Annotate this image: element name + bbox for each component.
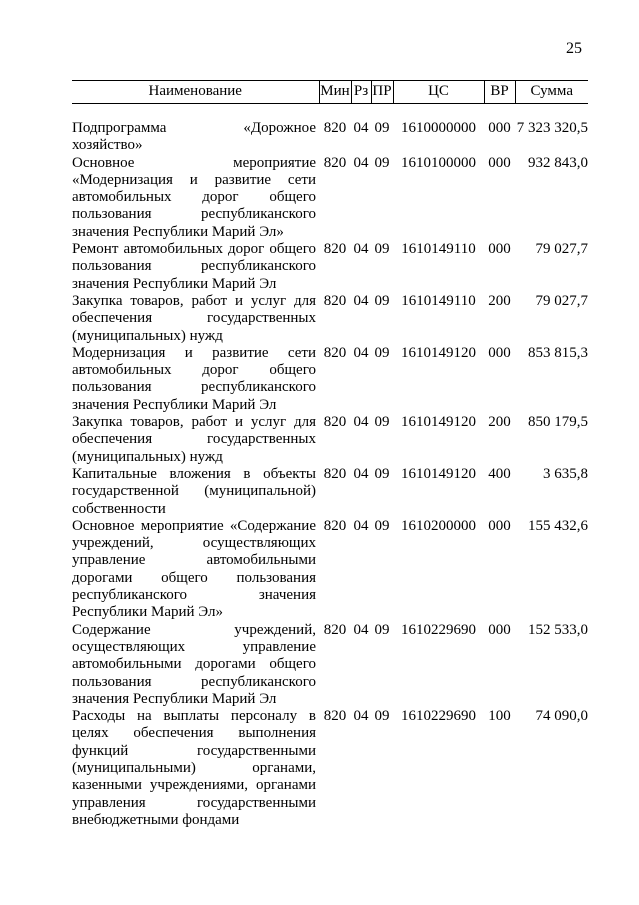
cell-cs: 1610149110 (401, 241, 476, 258)
cell-name: Капитальные вложения в объекты государственной (муниципальной) собственности (72, 465, 316, 517)
cell-rz: 04 (353, 344, 369, 361)
cell-vr: 000 (488, 120, 511, 136)
table-row (72, 293, 588, 345)
cell-cs: 1610229690 (401, 621, 476, 638)
cell-sum: 79 027,7 (535, 241, 588, 258)
cell-vr: 000 (488, 517, 511, 534)
page-number: 25 (566, 40, 582, 57)
cell-name: Подпрограмма «Дорожное хозяйство» (72, 120, 316, 154)
table-body (72, 104, 588, 830)
cell-sum: 850 179,5 (528, 414, 588, 431)
cell-sum: 853 815,3 (528, 344, 588, 361)
table-row (72, 120, 588, 155)
table-row (72, 466, 588, 518)
header-pr: ПР (371, 81, 393, 104)
cell-min: 820 (323, 465, 347, 482)
cell-pr: 09 (374, 621, 390, 638)
table-header (72, 81, 588, 104)
cell-cs: 1610229690 (401, 708, 476, 725)
cell-rz: 04 (353, 621, 369, 638)
header-rz: Рз (351, 81, 371, 104)
cell-min: 820 (323, 517, 347, 534)
table-row (72, 241, 588, 293)
header-name: Наименование (72, 81, 319, 104)
cell-pr: 09 (374, 292, 390, 309)
cell-min: 820 (323, 292, 347, 309)
budget-table (72, 80, 588, 829)
cell-name: Модернизация и развитие сети автомобильных дорог общего пользования республиканского значения Республики Марий Эл (72, 344, 316, 413)
cell-min: 820 (323, 621, 347, 638)
cell-cs: 1610100000 (401, 154, 476, 171)
cell-rz: 04 (353, 241, 369, 258)
cell-pr: 09 (374, 517, 390, 534)
table-row (72, 345, 588, 414)
cell-sum: 3 635,8 (543, 465, 588, 482)
cell-name: Закупка товаров, работ и услуг для обеспечения государственных (муниципальных) нужд (72, 414, 316, 465)
cell-vr: 100 (488, 708, 511, 725)
cell-cs: 1610149120 (401, 344, 476, 361)
cell-vr: 200 (488, 292, 511, 309)
cell-min: 820 (323, 708, 347, 725)
cell-cs: 1610149120 (401, 414, 476, 431)
cell-pr: 09 (374, 465, 390, 482)
cell-cs: 1610149110 (401, 292, 476, 309)
cell-sum: 932 843,0 (528, 154, 588, 171)
cell-sum: 155 432,6 (528, 517, 588, 534)
cell-vr: 400 (488, 465, 511, 482)
cell-pr: 09 (374, 344, 390, 361)
header-sum: Сумма (515, 81, 588, 104)
cell-name: Основное мероприятие «Содержание учреждений, осуществляющих управление автомобильными дорогами общего пользования республиканского значения Республики Марий Эл» (72, 517, 316, 621)
cell-pr: 09 (374, 154, 390, 171)
cell-name: Расходы на выплаты персоналу в целях обеспечения выполнения функций государственными (муниципальными) органами, казенными учреждениями, органами управления государственными внебюджетными фондами (72, 708, 316, 828)
header-cs: ЦС (393, 81, 484, 104)
cell-cs: 1610200000 (401, 517, 476, 534)
cell-rz: 04 (353, 517, 369, 534)
cell-vr: 000 (488, 241, 511, 258)
cell-rz: 04 (353, 465, 369, 482)
header-min: Мин (319, 81, 351, 104)
cell-pr: 09 (374, 708, 390, 725)
cell-vr: 200 (488, 414, 511, 431)
cell-sum: 74 090,0 (535, 708, 588, 725)
cell-name: Основное мероприятие «Модернизация и развитие сети автомобильных дорог общего пользования республиканского значения Республики Марий Эл» (72, 154, 316, 240)
header-vr: ВР (484, 81, 515, 104)
cell-name: Закупка товаров, работ и услуг для обеспечения государственных (муниципальных) нужд (72, 292, 316, 344)
cell-pr: 09 (374, 241, 390, 258)
cell-min: 820 (323, 120, 347, 136)
cell-rz: 04 (353, 154, 369, 171)
table-row (72, 518, 588, 622)
cell-rz: 04 (353, 292, 369, 309)
cell-sum: 152 533,0 (528, 621, 588, 638)
cell-sum: 79 027,7 (535, 292, 588, 309)
cell-vr: 000 (488, 154, 511, 171)
cell-min: 820 (323, 414, 347, 431)
cell-cs: 1610000000 (401, 120, 476, 136)
cell-vr: 000 (488, 344, 511, 361)
cell-vr: 000 (488, 621, 511, 638)
table-row (72, 622, 588, 708)
table-row (72, 708, 588, 829)
cell-min: 820 (323, 344, 347, 361)
cell-rz: 04 (353, 120, 369, 136)
cell-pr: 09 (374, 120, 390, 136)
cell-rz: 04 (353, 414, 369, 431)
cell-cs: 1610149120 (401, 465, 476, 482)
cell-name: Содержание учреждений, осуществляющих управление автомобильными дорогами общего пользования республиканского значения Республики Марий Эл (72, 621, 316, 707)
cell-min: 820 (323, 154, 347, 171)
cell-pr: 09 (374, 414, 390, 431)
cell-min: 820 (323, 241, 347, 258)
table-row (72, 155, 588, 241)
cell-rz: 04 (353, 708, 369, 725)
cell-name: Ремонт автомобильных дорог общего пользования республиканского значения Республики Марий Эл (72, 241, 316, 292)
table-row (72, 414, 588, 466)
cell-sum: 7 323 320,5 (516, 120, 588, 136)
